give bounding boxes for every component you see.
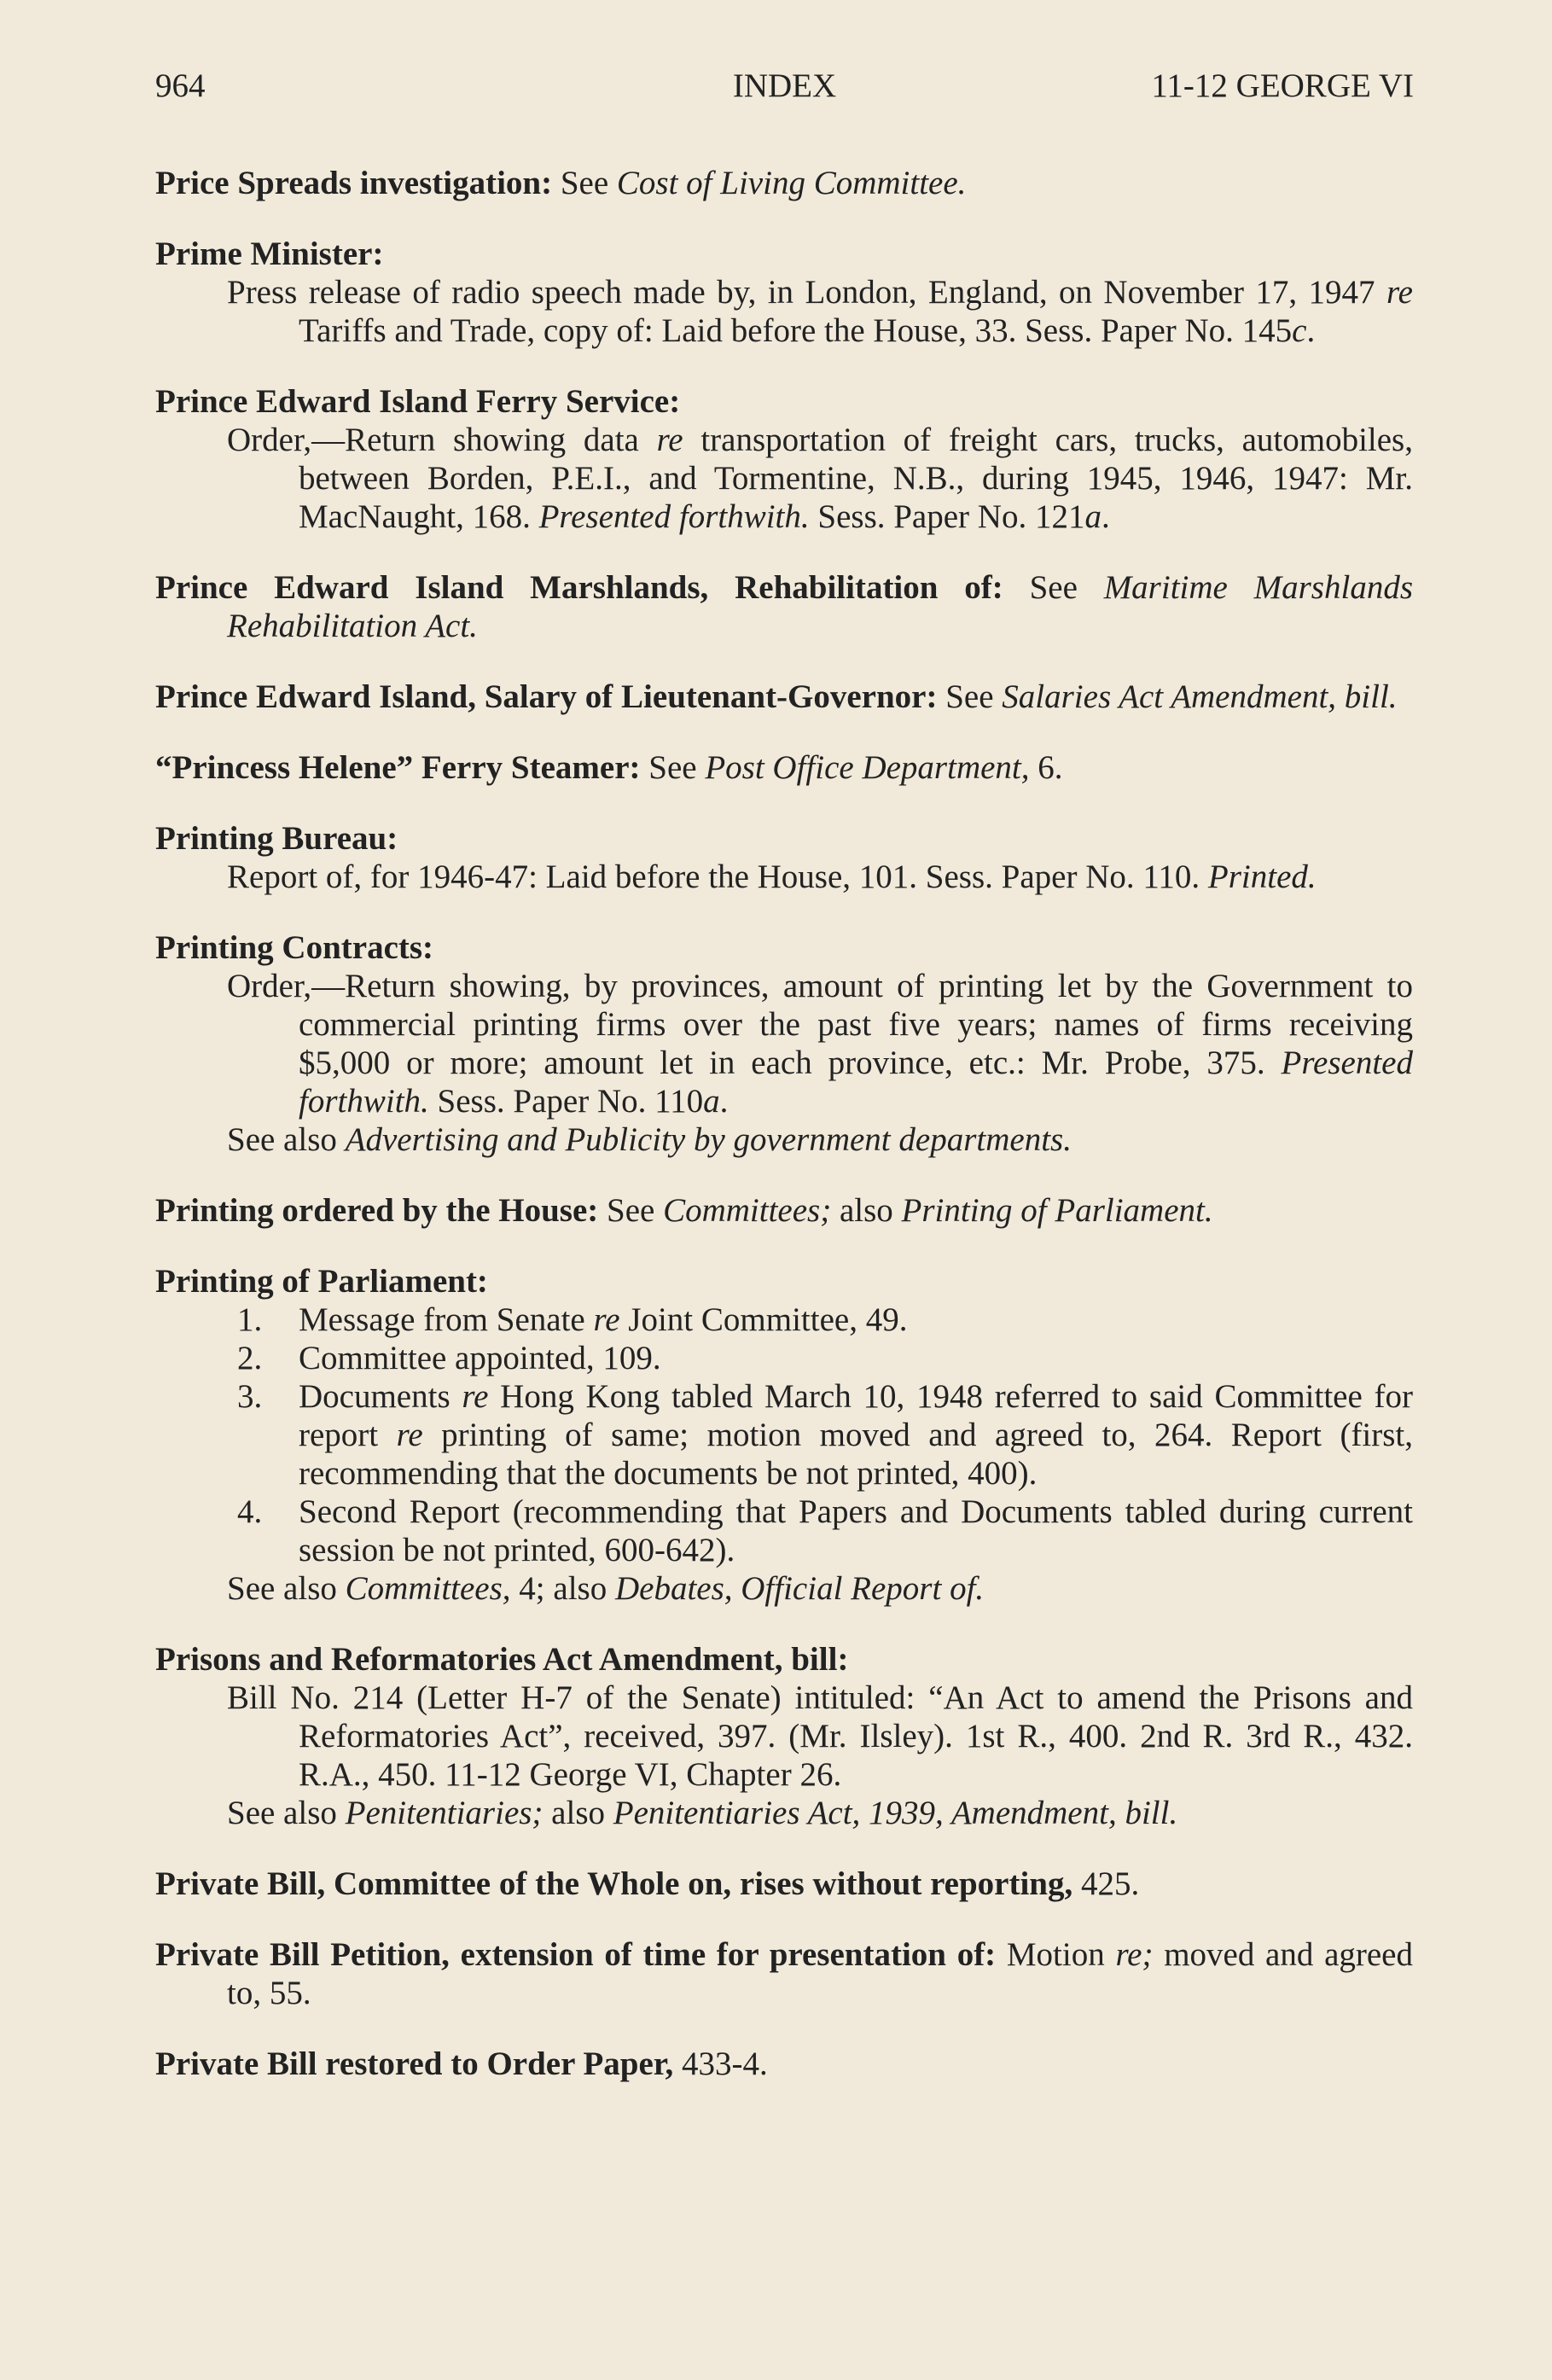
header-title: INDEX [732,67,837,104]
entry-subentry: Bill No. 214 (Letter H-7 of the Senate) intituled: “An Act to amend the Prisons and Reformatories Act”, received, 397. (Mr. Ilsley). 1st R., 400. 2nd R. 3rd R., 432. R.A., 450. 11-12 George VI, Chapter 26. [227,1679,1413,1793]
entry-subentry: Report of, for 1946-47: Laid before the House, 101. Sess. Paper No. 110. Printed. [227,858,1317,895]
entry-see-also: See also Committees, 4; also Debates, Official Report of. [227,1570,985,1607]
entry-subentry: Order,—Return showing data re transportation of freight cars, trucks, automobiles, between Borden, P.E.I., and Tormentine, N.B., during 1945, 1946, 1947: Mr. MacNaught, 168. Presented forthwith. Sess. Paper No. 121a. [227,422,1413,535]
entry-heading: Prisons and Reformatories Act Amendment, bill: [155,1641,849,1678]
index-entry [155,928,1413,1159]
index-entry: Prince Edward Island Marshlands, Rehabilitation of: See Maritime Marshlands Rehabilitation Act. [155,569,1413,644]
running-header [155,67,1414,118]
entry-heading: Private Bill restored to Order Paper, [155,2045,674,2082]
index-entry: Price Spreads investigation: See Cost of Living Committee. [155,165,967,201]
entry-heading: Printing ordered by the House: [155,1192,599,1229]
entry-heading: Printing Bureau: [155,820,398,857]
entry-heading: Private Bill Petition, extension of time for presentation of: [155,1936,997,1973]
index-entries [155,164,1413,2115]
entry-heading: Printing of Parliament: [155,1263,488,1300]
index-entry: Private Bill Petition, extension of time for presentation of: Motion re; moved and agreed to, 55. [155,1936,1413,2011]
entry-subentry: Press release of radio speech made by, in London, England, on November 17, 1947 re Tariffs and Trade, copy of: Laid before the House, 33. Sess. Paper No. 145c. [227,274,1413,349]
header-regnal-year: 11-12 GEORGE VI [1151,67,1414,104]
entry-heading: Prince Edward Island, Salary of Lieutenant-Governor: [155,678,938,715]
entry-heading: Printing Contracts: [155,929,434,966]
index-entry [155,819,1413,896]
index-entry: “Princess Helene” Ferry Steamer: See Post Office Department, 6. [155,749,1063,786]
entry-heading: “Princess Helene” Ferry Steamer: [155,749,641,786]
index-entry: Private Bill restored to Order Paper, 433-4. [155,2045,768,2082]
entry-heading: Prince Edward Island Marshlands, Rehabilitation of: [155,569,1003,606]
list-item: 2. Committee appointed, 109. [237,1340,661,1376]
index-entry: Private Bill, Committee of the Whole on, rises without reporting, 425. [155,1865,1140,1902]
entry-subentry: Order,—Return showing, by provinces, amount of printing let by the Government to commercial printing firms over the past five years; names of firms receiving $5,000 or more; amount let in each province, etc.: Mr. Probe, 375. Presented forthwith. Sess. Paper No. 110a. [227,968,1413,1120]
index-entry [155,1262,1413,1608]
entry-heading: Private Bill, Committee of the Whole on, rises without reporting, [155,1865,1073,1902]
entry-heading: Prince Edward Island Ferry Service: [155,383,681,420]
index-entry [155,1640,1413,1832]
index-entry [155,382,1413,536]
index-entry: Printing ordered by the House: See Committees; also Printing of Parliament. [155,1192,1213,1229]
entry-see-also: See also Advertising and Publicity by government departments. [227,1121,1072,1158]
list-item: 1. Message from Senate re Joint Committee, 49. [237,1301,908,1338]
entry-heading: Price Spreads investigation: [155,165,553,201]
entry-heading: Prime Minister: [155,236,384,272]
entry-see-also: See also Penitentiaries; also Penitentiaries Act, 1939, Amendment, bill. [227,1795,1178,1831]
list-item: 3. Documents re Hong Kong tabled March 10, 1948 referred to said Committee for report re printing of same; motion moved and agreed to, 264. Report (first, recommending that the documents be not printed, 400). [237,1378,1413,1492]
index-entry: Prince Edward Island, Salary of Lieutenant-Governor: See Salaries Act Amendment, bill. [155,678,1398,715]
page-number: 964 [155,67,206,104]
index-entry [155,235,1413,350]
numbered-list [155,1301,1413,1569]
list-item: 4. Second Report (recommending that Papers and Documents tabled during current session be not printed, 600-642). [237,1493,1413,1568]
